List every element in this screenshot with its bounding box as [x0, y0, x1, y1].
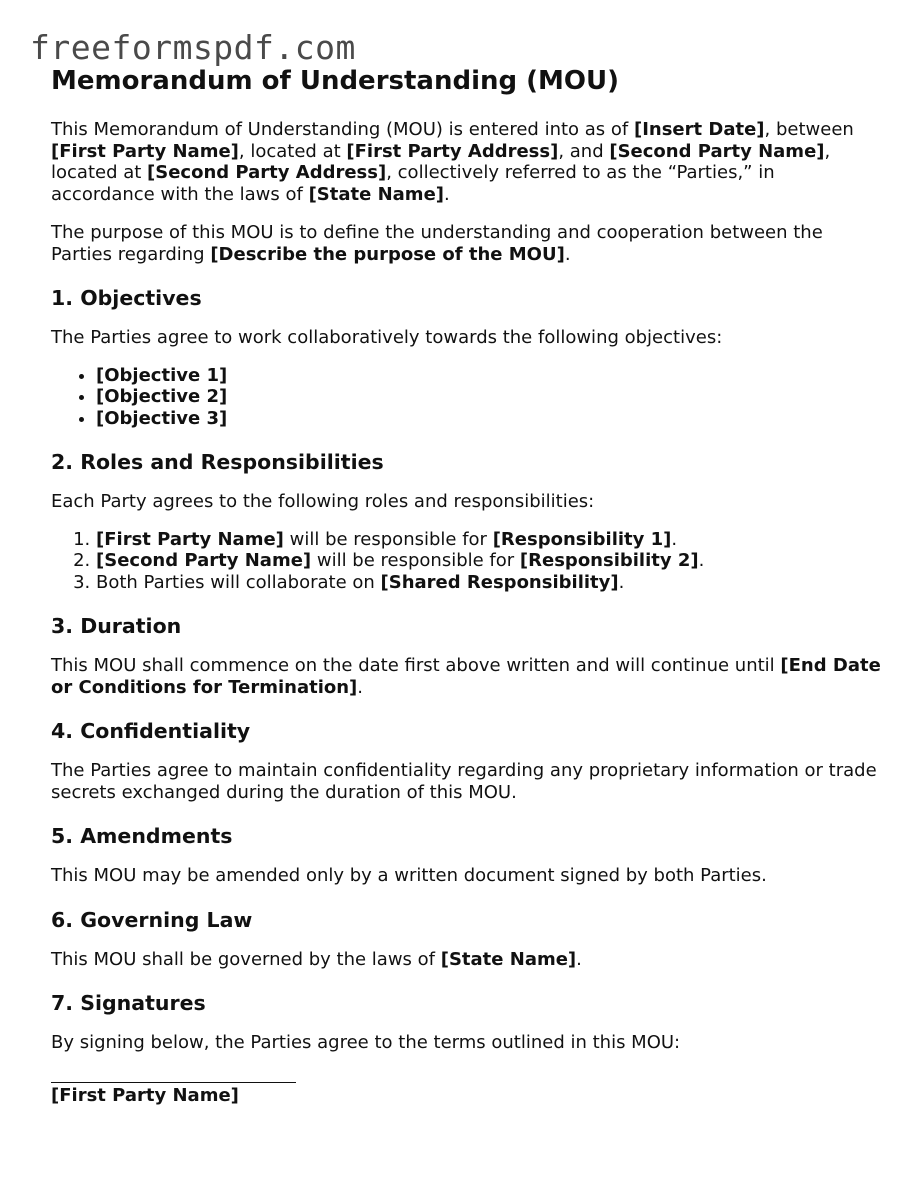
second-party-address-placeholder: [Second Party Address] [147, 162, 387, 183]
section-heading: 6. Governing Law [51, 907, 253, 932]
purpose-placeholder: [Describe the purpose of the MOU] [210, 243, 565, 265]
document-title: Memorandum of Understanding (MOU) [51, 66, 620, 96]
intro-paragraph: This Memorandum of Understanding (MOU) is entered into as of [Insert Date], between [First Party Name], located at [First Party Address], and [Second Party Name], located at [Second Party Address], collectively referred to as the “Parties,” in accordance with the laws of [State Name]. [51, 119, 854, 205]
section-body: The Parties agree to maintain confidentiality regarding any proprietary information or trade secrets exchanged during the duration of this MOU. [51, 760, 877, 803]
site-watermark: freeformspdf.com [30, 28, 356, 67]
list-item: • [Objective 1] [96, 365, 881, 387]
section-duration [51, 613, 881, 698]
insert-date-placeholder: [Insert Date] [633, 119, 765, 140]
section-roles [51, 449, 881, 593]
section-body: The Parties agree to work collaboratively towards the following objectives: [51, 327, 723, 348]
section-heading: 5. Amendments [51, 824, 233, 848]
list-item: • [Objective 3] [96, 408, 881, 430]
first-party-address-placeholder: [First Party Address] [346, 140, 559, 162]
section-body: Each Party agrees to the following roles and responsibilities: [51, 491, 595, 512]
end-date-placeholder: [End Date or Conditions for Termination] [51, 655, 881, 698]
purpose-paragraph: The purpose of this MOU is to define the understanding and cooperation between the Parties regarding [Describe the purpose of the MOU]. [51, 222, 823, 265]
section-body: By signing below, the Parties agree to the terms outlined in this MOU: [51, 1032, 681, 1053]
section-signatures [51, 990, 881, 1106]
second-party-name-placeholder: [Second Party Name] [609, 140, 825, 162]
mou-document [51, 62, 881, 1106]
list-item: 1. [First Party Name] will be responsible for [Responsibility 1]. [96, 529, 881, 551]
state-name-placeholder: [State Name] [440, 948, 577, 970]
section-amendments [51, 823, 881, 887]
responsibilities-list [51, 529, 881, 594]
section-heading: 2. Roles and Responsibilities [51, 450, 384, 474]
first-party-signature-name: [First Party Name] [51, 1084, 239, 1106]
section-body: This MOU shall be governed by the laws of [State Name]. [51, 948, 582, 970]
state-name-placeholder: [State Name] [308, 183, 444, 205]
section-objectives [51, 285, 881, 429]
section-governing-law [51, 907, 881, 971]
list-item: • [Objective 2] [96, 386, 881, 408]
section-body: This MOU shall commence on the date first above written and will continue until [End Date or Conditions for Termination]. [51, 655, 881, 698]
signature-line [51, 1082, 296, 1083]
section-heading: 1. Objectives [51, 286, 202, 310]
section-heading: 3. Duration [51, 614, 182, 638]
list-item: 3. Both Parties will collaborate on [Shared Responsibility]. [96, 572, 881, 594]
list-item: 2. [Second Party Name] will be responsible for [Responsibility 2]. [96, 550, 881, 572]
section-body: This MOU may be amended only by a written document signed by both Parties. [51, 865, 767, 886]
section-heading: 4. Confidentiality [51, 719, 251, 743]
section-heading: 7. Signatures [51, 991, 206, 1015]
first-party-name-placeholder: [First Party Name] [51, 140, 239, 162]
section-confidentiality [51, 718, 881, 803]
objectives-list [51, 365, 881, 430]
